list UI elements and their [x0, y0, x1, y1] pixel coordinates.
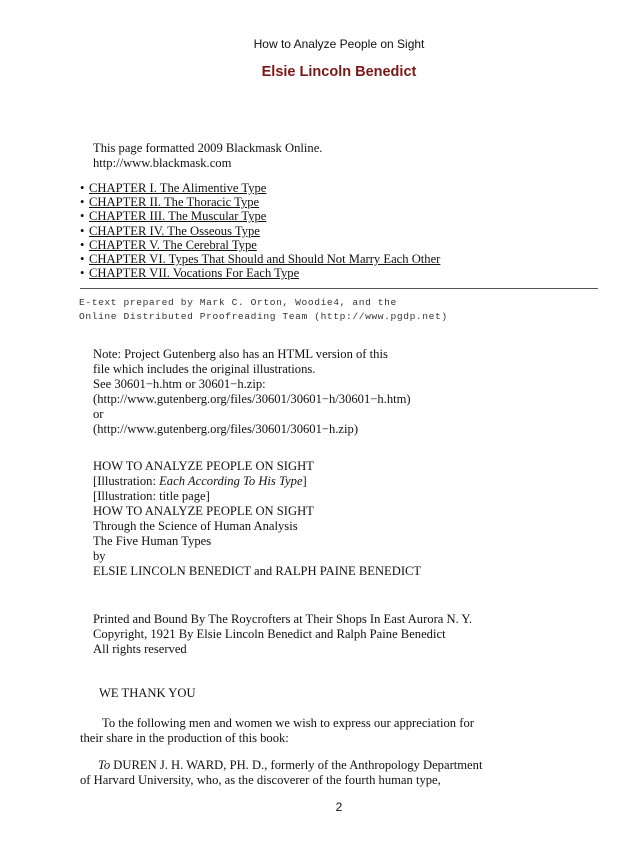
- book-title: HOW TO ANALYZE PEOPLE ON SIGHT: [93, 459, 314, 473]
- note-line: (http://www.gutenberg.org/files/30601/30601−h.zip): [93, 422, 359, 436]
- note-line: (http://www.gutenberg.org/files/30601/30601−h/30601−h.htm): [93, 392, 411, 406]
- page-number: 2: [335, 800, 343, 814]
- to-italic: To: [98, 758, 111, 772]
- rights-line: All rights reserved: [93, 642, 187, 656]
- book-subtitle: Through the Science of Human Analysis: [93, 519, 298, 533]
- toc-item: [80, 252, 440, 266]
- etext-credit: [79, 296, 448, 324]
- by-line: by: [93, 549, 106, 563]
- caption-italic: Each According To His Type: [159, 474, 303, 488]
- formatted-note-url: http://www.blackmask.com: [93, 156, 232, 170]
- illustration-caption: [93, 474, 421, 489]
- table-of-contents: [80, 181, 440, 280]
- thanks-paragraph: [80, 716, 474, 746]
- toc-link-chapter-2[interactable]: CHAPTER II. The Thoracic Type: [89, 195, 260, 210]
- caption-prefix: [Illustration:: [93, 474, 160, 488]
- toc-item: [80, 224, 440, 238]
- bullet-icon: •: [80, 181, 85, 195]
- toc-item: [80, 238, 440, 252]
- etext-line: E-text prepared by Mark C. Orton, Woodie4, and the: [79, 297, 397, 308]
- formatted-note-line: This page formatted 2009 Blackmask Online.: [93, 141, 323, 155]
- book-subtitle-types: The Five Human Types: [93, 534, 212, 548]
- copyright-line: Copyright, 1921 By Elsie Lincoln Benedict and Ralph Paine Benedict: [93, 627, 446, 641]
- formatted-note: [93, 141, 322, 171]
- toc-item: [80, 181, 440, 195]
- bullet-icon: •: [80, 252, 85, 267]
- page-header-title: How to Analyze People on Sight: [253, 37, 425, 51]
- ward-line: of Harvard University, who, as the discoverer of the fourth human type,: [80, 773, 441, 787]
- illustration-title-page: [Illustration: title page]: [93, 489, 210, 503]
- thanks-ward-paragraph: [80, 758, 482, 788]
- ward-line-rest: DUREN J. H. WARD, PH. D., formerly of the Anthropology Department: [110, 758, 483, 772]
- toc-link-chapter-5[interactable]: CHAPTER V. The Cerebral Type: [89, 237, 257, 252]
- toc-link-chapter-6[interactable]: CHAPTER VI. Types That Should and Should Not Marry Each Other: [89, 252, 441, 267]
- horizontal-divider: [80, 288, 598, 289]
- book-title-repeat: HOW TO ANALYZE PEOPLE ON SIGHT: [93, 504, 314, 518]
- note-line: file which includes the original illustrations.: [93, 362, 316, 376]
- ward-line: [80, 758, 482, 773]
- toc-item: [80, 209, 440, 223]
- gutenberg-note: [93, 347, 411, 437]
- printed-block: [93, 612, 472, 657]
- thanks-heading: WE THANK YOU: [99, 686, 196, 700]
- bullet-icon: •: [80, 266, 85, 281]
- caption-suffix: ]: [302, 474, 307, 488]
- toc-link-chapter-3[interactable]: CHAPTER III. The Muscular Type: [89, 209, 267, 224]
- bullet-icon: •: [80, 209, 85, 224]
- title-block: [93, 459, 421, 579]
- note-line: or: [93, 407, 104, 421]
- toc-link-chapter-1[interactable]: CHAPTER I. The Alimentive Type: [89, 181, 267, 195]
- toc-link-chapter-7[interactable]: CHAPTER VII. Vocations For Each Type: [89, 266, 300, 281]
- printed-line: Printed and Bound By The Roycrofters at Their Shops In East Aurora N. Y.: [93, 612, 473, 626]
- toc-item: [80, 266, 440, 280]
- note-line: Note: Project Gutenberg also has an HTML version of this: [93, 347, 388, 361]
- page-header-author: Elsie Lincoln Benedict: [261, 64, 417, 80]
- bullet-icon: •: [80, 237, 85, 252]
- authors: ELSIE LINCOLN BENEDICT and RALPH PAINE BENEDICT: [93, 564, 422, 578]
- etext-line: Online Distributed Proofreading Team (http://www.pgdp.net): [79, 311, 448, 322]
- note-line: See 30601−h.htm or 30601−h.zip:: [93, 377, 266, 391]
- bullet-icon: •: [80, 195, 85, 210]
- thanks-para-line: To the following men and women we wish to express our appreciation for: [102, 716, 474, 730]
- toc-link-chapter-4[interactable]: CHAPTER IV. The Osseous Type: [89, 223, 260, 238]
- bullet-icon: •: [80, 223, 85, 238]
- thanks-para-line: their share in the production of this book:: [80, 731, 289, 745]
- toc-item: [80, 195, 440, 209]
